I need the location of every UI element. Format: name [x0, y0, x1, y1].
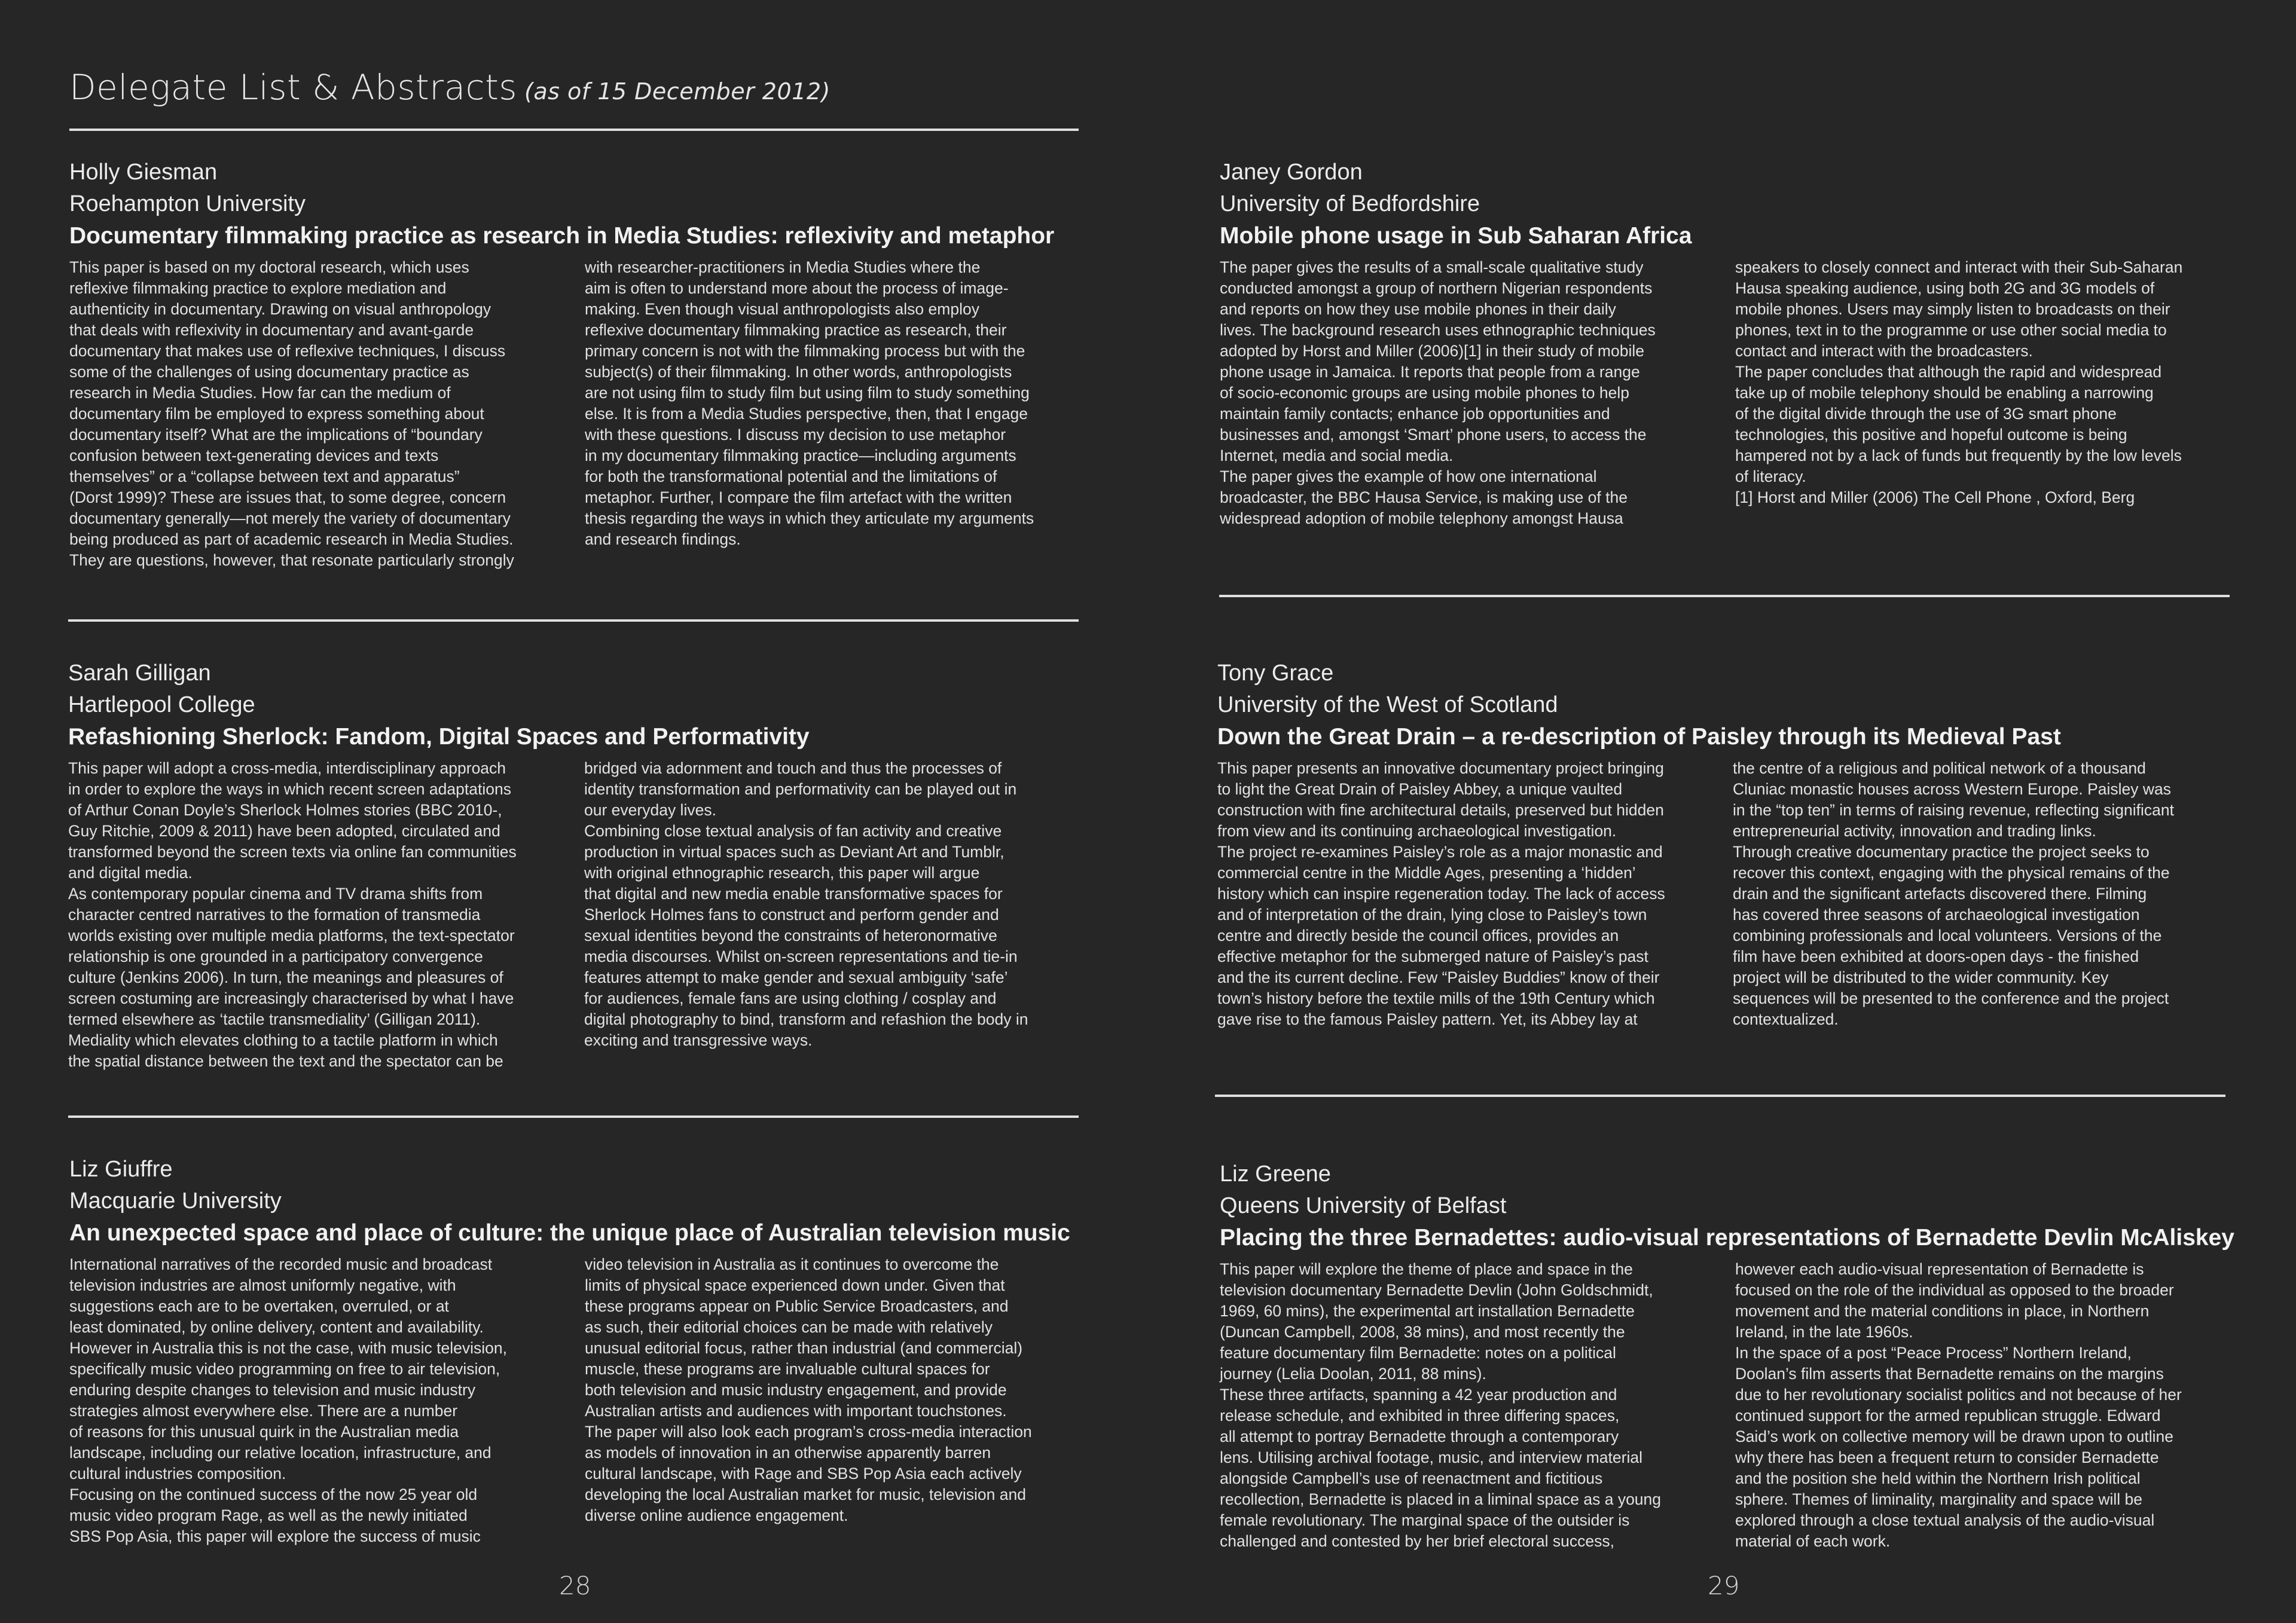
abstract-column-1: This paper will adopt a cross-media, interdisciplinary approach in order to explore the ways in which recent screen adaptations of Arthur Conan Doyle’s Sherlock Holmes stories (BBC 2010-, Guy Ritchie, 2009 & 2011) have been adopted, circulated and transformed beyond the screen texts via online fan communities and digital media. As contemporary popular cinema and TV drama shifts from character centred narratives to the formation of transmedia worlds existing over multiple media platforms, the text-spectator relationship is one grounded in a participatory convergence culture (Jenkins 2006). In turn, the meanings and pleasures of screen costuming are increasingly characterised by what I have termed elsewhere as ‘tactile transmediality’ (Gilligan 2011). Mediality which elevates clothing to a tactile platform in which the spatial distance between the text and the spectator can be: [68, 759, 517, 1070]
delegate-name: Liz Greene: [1220, 1162, 1331, 1187]
abstract-column-1: This paper presents an innovative documentary project bringing to light the Great Drain of Paisley Abbey, a unique vaulted construction with fine architectural details, preserved but hidden from view and its continuing archaeological investigation. The project re-examines Paisley’s role as a major monastic and commercial centre in the Middle Ages, presenting a ‘hidden’ history which can inspire regeneration today. The lack of access and of interpretation of the drain, lying close to Paisley’s town centre and directly beside the council offices, provides an effective metaphor for the submerged nature of Paisley’s past and the its current decline. Few “Paisley Buddies” know of their town’s history before the textile mills of the 19th Century which gave rise to the famous Paisley pattern. Yet, its Abbey lay at: [1217, 759, 1665, 1028]
delegate-name: Holly Giesman: [69, 160, 218, 185]
abstract-column-1: International narratives of the recorded music and broadcast television industries are almost uniformly negative, with suggestions each are to be overtaken, overruled, or at least dominated, by online delivery, content and availability. However in Australia this is not the case, with music television, specifically music video programming on free to air television, enduring despite changes to television and music industry strategies almost everywhere else. There are a number of reasons for this unusual quirk in the Australian media landscape, including our relative location, infrastructure, and cultural industries composition. Focusing on the continued success of the now 25 year old music video program Rage, as well as the newly initiated SBS Pop Asia, this paper will explore the success of music: [69, 1255, 508, 1545]
delegate-affiliation: Hartlepool College: [68, 692, 255, 717]
abstract-entry-giuffre: [69, 1154, 1099, 1547]
abstract-column-2: bridged via adornment and touch and thus the processes of identity transformation and performativity can be played out in our everyday lives. Combining close textual analysis of fan activity and creative production in virtual spaces such as Deviant Art and Tumblr, with original ethnographic research, this paper will argue that digital and new media enable transformative spaces for Sherlock Holmes fans to construct and perform gender and sexual identities beyond the constraints of heteronormative media discourses. Whilst on-screen representations and tie-in features attempt to make gender and sexual ambiguity ‘safe’ for audiences, female fans are using clothing / cosplay and digital photography to bind, transform and refashion the body in exciting and transgressive ways.: [584, 759, 1028, 1049]
abstract-column-2: speakers to closely connect and interact with their Sub-Saharan Hausa speaking audience, using both 2G and 3G models of mobile phones. Users may simply listen to broadcasts on their phones, text in to the programme or use other social media to contact and interact with the broadcasters. The paper concludes that although the rapid and widespread take up of mobile telephony should be enabling a narrowing of the digital divide through the use of 3G smart phone technologies, this positive and hopeful outcome is being hampered not by a lack of funds but frequently by the low levels of literacy. [1] Horst and Miller (2006) The Cell Phone , Oxford, Berg: [1735, 258, 2183, 506]
divider-left-1: [68, 619, 1079, 622]
abstract-column-2: however each audio-visual representation of Bernadette is focused on the role of the individual as opposed to the broader movement and the material conditions in place, in Northern Ireland, in the late 1960s. In the space of a post “Peace Process” Northern Ireland, Doolan’s film asserts that Bernadette remains on the margins due to her revolutionary socialist politics and not because of her continued support for the armed republican struggle. Edward Said’s work on collective memory will be drawn upon to outline why there has been a frequent return to consider Bernadette and the position she held within the Northern Irish political sphere. Themes of liminality, marginality and space will be explored through a close textual analysis of the audio-visual material of each work.: [1735, 1260, 2182, 1550]
abstract-column-1: This paper is based on my doctoral research, which uses reflexive filmmaking practice to explore mediation and authenticity in documentary. Drawing on visual anthropology that deals with reflexivity in documentary and avant-garde documentary that makes use of reflexive techniques, I discuss some of the challenges of using documentary practice as research in Media Studies. How far can the medium of documentary film be employed to express something about documentary itself? What are the implications of “boundary confusion between text-generating devices and texts themselves” or a “collapse between text and apparatus” (Dorst 1999)? These are issues that, to some degree, concern documentary generally—not merely the variety of documentary being produced as part of academic research in Media Studies. They are questions, however, that resonate particularly strongly: [69, 258, 514, 569]
abstract-title: Documentary filmmaking practice as research in Media Studies: reflexivity and metaphor: [69, 223, 1055, 249]
abstract-entry-greene: [1220, 1159, 2249, 1552]
header-divider: [69, 129, 1079, 131]
abstract-column-1: This paper will explore the theme of place and space in the television documentary Bernadette Devlin (John Goldschmidt, 1969, 60 mins), the experimental art installation Bernadette (Duncan Campbell, 2008, 38 mins), and most recently the feature documentary film Bernadette: notes on a political journey (Lelia Doolan, 2011, 88 mins). These three artifacts, spanning a 42 year production and release schedule, and exhibited in three differing spaces, all attempt to portray Bernadette through a contemporary lens. Utilising archival footage, music, and interview material alongside Campbell’s use of reenactment and fictitious recollection, Bernadette is placed in a liminal space as a young female revolutionary. The marginal space of the outsider is challenged and contested by her brief electoral success,: [1220, 1260, 1662, 1550]
abstract-column-2: with researcher-practitioners in Media Studies where the aim is often to understand more about the process of image- making. Even though visual anthropologists also employ reflexive documentary filmmaking practice as research, their primary concern is not with the filmmaking process but with the subject(s) of their filmmaking. In other words, anthropologists are not using film to study film but using film to study something else. It is from a Media Studies perspective, then, that I engage with these questions. I discuss my decision to use metaphor in my documentary filmmaking practice—including arguments for both the transformational potential and the limitations of metaphor. Further, I compare the film artefact with the written thesis regarding the ways in which they articulate my arguments and research findings.: [585, 258, 1034, 548]
page-number-left: 28: [559, 1571, 591, 1600]
abstract-entry-grace: [1217, 658, 2247, 1030]
abstract-column-1: The paper gives the results of a small-scale qualitative study conducted amongst a group of northern Nigerian respondents and reports on how they use mobile phones in their daily lives. The background research uses ethnographic techniques adopted by Horst and Miller (2006)[1] in their study of mobile phone usage in Jamaica. It reports that people from a range of socio-economic groups are using mobile phones to help maintain family contacts; enhance job opportunities and businesses and, amongst ‘Smart’ phone users, to access the Internet, media and social media. The paper gives the example of how one international broadcaster, the BBC Hausa Service, is making use of the widespread adoption of mobile telephony amongst Hausa: [1220, 258, 1656, 527]
abstract-title: Refashioning Sherlock: Fandom, Digital Spaces and Performativity: [68, 724, 810, 750]
delegate-affiliation: University of the West of Scotland: [1217, 692, 1558, 717]
abstract-entry-giesman: [69, 157, 1099, 571]
abstract-entry-gilligan: [68, 658, 1098, 1072]
divider-right-1: [1219, 595, 2230, 597]
abstract-title: Mobile phone usage in Sub Saharan Africa: [1220, 223, 1692, 249]
abstract-column-2: the centre of a religious and political network of a thousand Cluniac monastic houses across Western Europe. Paisley was in the “top ten” in terms of raising revenue, reflecting significant entrepreneurial activity, innovation and trading links. Through creative documentary practice the project seeks to recover this context, engaging with the physical remains of the drain and the significant artefacts discovered there. Filming has covered three seasons of archaeological investigation combining professionals and local volunteers. Versions of the film have been exhibited at doors-open days - the finished project will be distributed to the wider community. Key sequences will be presented to the conference and the project contextualized.: [1733, 759, 2174, 1028]
divider-left-2: [68, 1115, 1079, 1118]
page-number-right: 29: [1708, 1571, 1740, 1600]
delegate-affiliation: Roehampton University: [69, 191, 306, 216]
header-as-of-date: (as of 15 December 2012): [524, 78, 831, 105]
abstract-title: Down the Great Drain – a re-description of Paisley through its Medieval Past: [1217, 724, 2061, 750]
divider-right-2: [1215, 1095, 2225, 1097]
abstract-entry-gordon: [1220, 157, 2249, 529]
delegate-affiliation: University of Bedfordshire: [1220, 191, 1480, 216]
delegate-name: Janey Gordon: [1220, 160, 1363, 185]
abstract-title: An unexpected space and place of culture: the unique place of Australian television music: [69, 1220, 1070, 1246]
abstract-column-2: video television in Australia as it continues to overcome the limits of physical space experienced down under. Given that these programs appear on Public Service Broadcasters, and as such, their editorial choices can be made with relatively unusual editorial focus, rather than industrial (and commercial) muscle, these programs are invaluable cultural spaces for both television and music industry engagement, and provide Australian artists and audiences with important touchstones. The paper will also look each program’s cross-media interaction as models of innovation in an otherwise apparently barren cultural landscape, with Rage and SBS Pop Asia each actively developing the local Australian market for music, television and diverse online audience engagement.: [585, 1255, 1032, 1524]
abstract-title: Placing the three Bernadettes: audio-visual representations of Bernadette Devlin McAliskey: [1220, 1225, 2234, 1251]
delegate-name: Liz Giuffre: [69, 1157, 173, 1182]
delegate-name: Sarah Gilligan: [68, 661, 211, 686]
delegate-name: Tony Grace: [1217, 661, 1334, 686]
header-title: Delegate List & Abstracts: [69, 67, 518, 108]
delegate-affiliation: Queens University of Belfast: [1220, 1193, 1507, 1218]
document-header: [69, 67, 831, 108]
delegate-affiliation: Macquarie University: [69, 1188, 282, 1214]
